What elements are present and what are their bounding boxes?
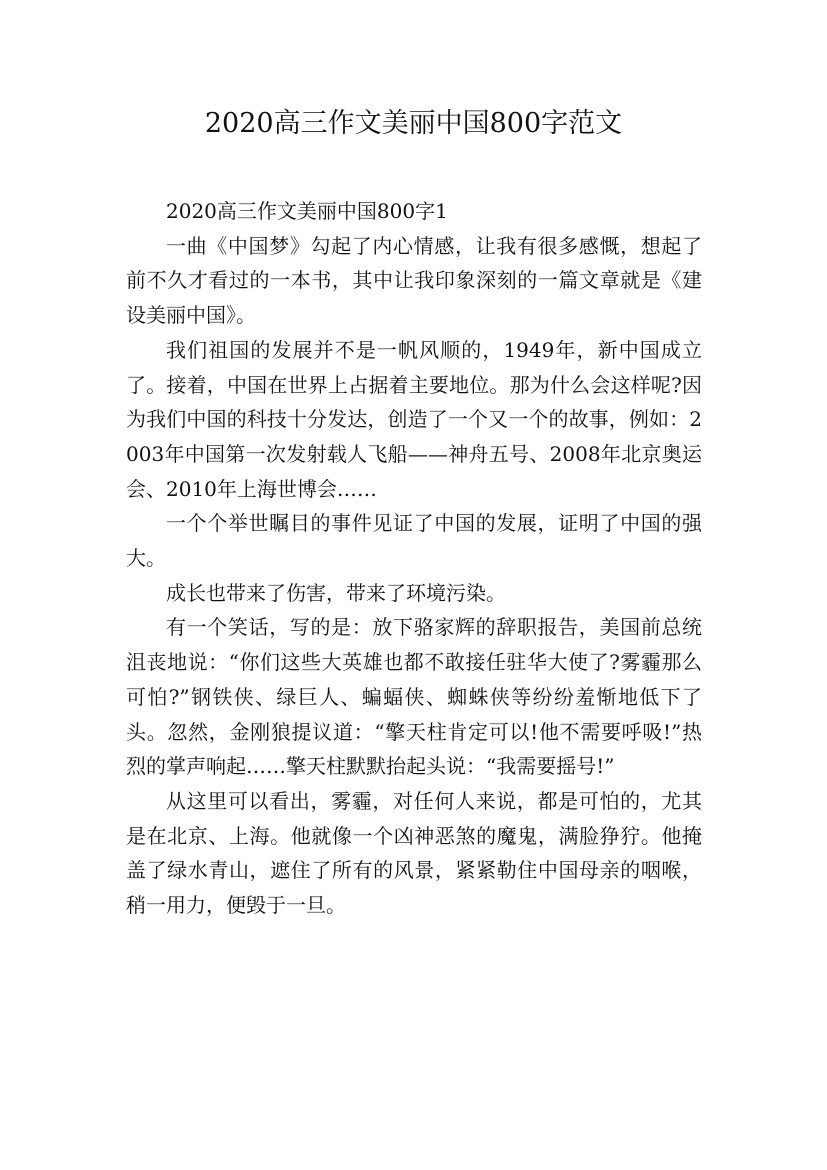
document-body — [126, 194, 702, 923]
paragraph-1: 一曲《中国梦》勾起了内心情感，让我有很多感慨，想起了前不久才看过的一本书，其中让我印象深刻的一篇文章就是《建设美丽中国》。 — [126, 233, 702, 328]
paragraph-4: 成长也带来了伤害，带来了环境污染。 — [166, 580, 506, 605]
paragraph-3: 一个个举世瞩目的事件见证了中国的发展，证明了中国的强大。 — [126, 511, 702, 571]
section-heading: 2020高三作文美丽中国800字1 — [166, 199, 448, 223]
document-title: 2020高三作文美丽中国800字范文 — [204, 108, 623, 139]
paragraph-5: 有一个笑话，写的是：放下骆家辉的辞职报告，美国前总统沮丧地说：“你们这些大英雄也都不敢接任驻华大使了?雾霾那么可怕?”钢铁侠、绿巨人、蝙蝠侠、蜘蛛侠等纷纷羞惭地低下了头。忽然，金刚狼提议道：“擎天柱肯定可以!他不需要呼吸!”热烈的掌声响起……擎天柱默默抬起头说：“我需要摇号!” — [126, 615, 702, 779]
paragraph-2: 我们祖国的发展并不是一帆风顺的，1949年，新中国成立了。接着，中国在世界上占据着主要地位。那为什么会这样呢?因为我们中国的科技十分发达，创造了一个又一个的故事，例如：2003年中国第一次发射载人飞船——神舟五号、2008年北京奥运会、2010年上海世博会…… — [126, 337, 702, 501]
paragraph-6: 从这里可以看出，雾霾，对任何人来说，都是可怕的，尤其是在北京、上海。他就像一个凶神恶煞的魔鬼，满脸狰狞。他掩盖了绿水青山，遮住了所有的风景，紧紧勒住中国母亲的咽喉，稍一用力，便毁于一旦。 — [126, 788, 702, 918]
